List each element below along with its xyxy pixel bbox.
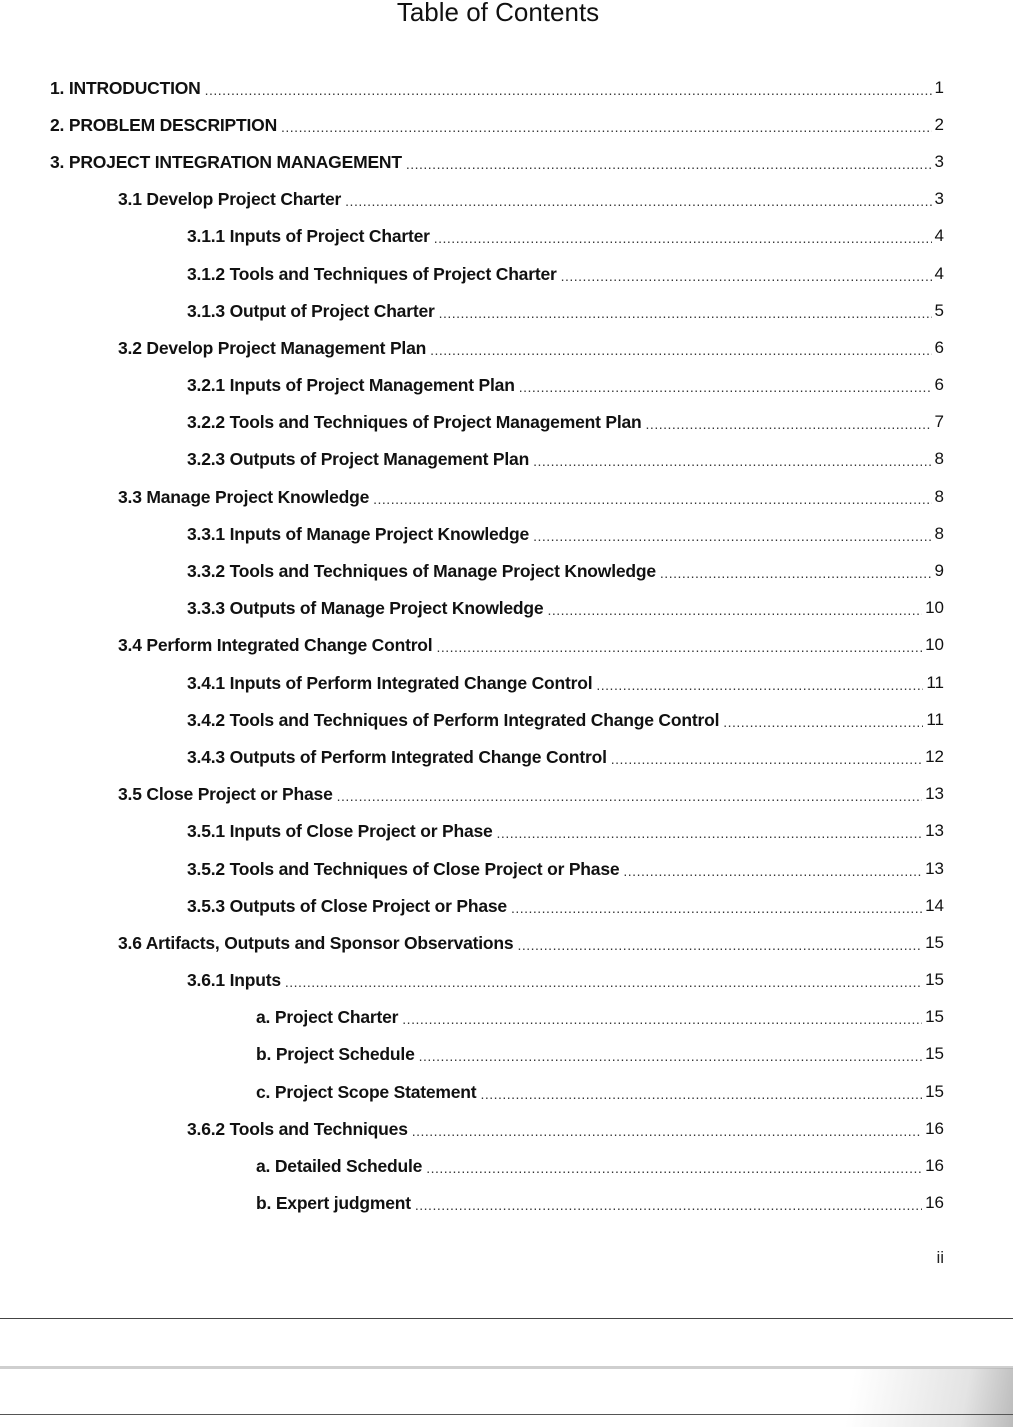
toc-entry-title: 3.4.2 Tools and Techniques of Perform Integrated Change Control [187, 709, 720, 730]
toc-entry-title: c. Project Scope Statement [256, 1081, 477, 1102]
toc-entry-page: 8 [934, 523, 944, 543]
toc-dot-leader [434, 228, 932, 248]
toc-entry-page: 13 [925, 821, 944, 841]
toc-entry-title: 3.5.1 Inputs of Close Project or Phase [187, 821, 493, 842]
toc-entry-title: 3.3 Manage Project Knowledge [118, 486, 370, 507]
toc-entry[interactable] [0, 292, 1013, 329]
toc-dot-leader [596, 675, 923, 695]
toc-entry[interactable] [0, 738, 1013, 775]
toc-entry-title: 3.1.1 Inputs of Project Charter [187, 226, 430, 247]
toc-dot-leader [547, 600, 922, 620]
toc-entry-page: 15 [925, 1007, 944, 1027]
toc-entry-page: 6 [934, 375, 944, 395]
toc-entry[interactable] [0, 478, 1013, 515]
toc-entry[interactable] [0, 255, 1013, 292]
toc-entry[interactable] [0, 143, 1013, 180]
toc-entry-page: 12 [925, 746, 944, 766]
toc-entry[interactable] [0, 627, 1013, 664]
toc-entry[interactable] [0, 404, 1013, 441]
toc-dot-leader [561, 266, 932, 286]
toc-entry-page: 15 [925, 932, 944, 952]
toc-list [0, 69, 1013, 1222]
toc-entry[interactable] [0, 590, 1013, 627]
toc-dot-leader [205, 80, 932, 100]
toc-entry-title: 3.5.2 Tools and Techniques of Close Project or Phase [187, 858, 620, 879]
toc-dot-leader [337, 786, 922, 806]
toc-entry-page: 8 [934, 486, 944, 506]
toc-dot-leader [402, 1009, 922, 1029]
toc-entry-title: 3.5.3 Outputs of Close Project or Phase [187, 895, 507, 916]
toc-entry-title: 3.4 Perform Integrated Change Control [118, 635, 433, 656]
toc-entry[interactable] [0, 701, 1013, 738]
toc-entry-title: 3.4.3 Outputs of Perform Integrated Change Control [187, 746, 607, 767]
toc-entry-page: 10 [925, 635, 944, 655]
toc-entry-page: 16 [925, 1156, 944, 1176]
toc-dot-leader [430, 340, 931, 360]
toc-entry[interactable] [0, 367, 1013, 404]
toc-entry-page: 7 [934, 412, 944, 432]
toc-dot-leader [511, 898, 922, 918]
toc-entry-page: 15 [925, 970, 944, 990]
toc-entry[interactable] [0, 999, 1013, 1036]
toc-entry[interactable] [0, 887, 1013, 924]
toc-entry-page: 3 [934, 189, 944, 209]
toc-entry[interactable] [0, 441, 1013, 478]
toc-entry-page: 10 [925, 598, 944, 618]
toc-dot-leader [660, 563, 932, 583]
toc-dot-leader [415, 1195, 922, 1215]
toc-dot-leader [723, 712, 923, 732]
toc-dot-leader [517, 935, 922, 955]
toc-entry-title: 3.3.1 Inputs of Manage Project Knowledge [187, 523, 530, 544]
toc-entry-page: 13 [925, 784, 944, 804]
toc-entry-title: 3.1 Develop Project Charter [118, 189, 342, 210]
toc-entry[interactable] [0, 1110, 1013, 1147]
toc-entry[interactable] [0, 813, 1013, 850]
toc-entry[interactable] [0, 106, 1013, 143]
toc-entry-title: a. Project Charter [256, 1007, 399, 1028]
toc-entry-title: b. Project Schedule [256, 1044, 415, 1065]
toc-entry[interactable] [0, 552, 1013, 589]
toc-dot-leader [281, 117, 932, 137]
toc-entry-title: 3.2.3 Outputs of Project Management Plan [187, 449, 530, 470]
toc-entry-page: 4 [934, 263, 944, 283]
toc-entry-title: 3.2.1 Inputs of Project Management Plan [187, 375, 515, 396]
toc-dot-leader [406, 154, 932, 174]
toc-dot-leader [439, 303, 932, 323]
toc-entry-title: 3.2 Develop Project Management Plan [118, 337, 427, 358]
toc-dot-leader [497, 823, 923, 843]
toc-dot-leader [533, 451, 931, 471]
toc-entry-title: 3.6.2 Tools and Techniques [187, 1118, 408, 1139]
toc-entry[interactable] [0, 69, 1013, 106]
toc-entry[interactable] [0, 218, 1013, 255]
toc-entry[interactable] [0, 329, 1013, 366]
toc-entry-page: 5 [934, 300, 944, 320]
toc-entry-page: 15 [925, 1044, 944, 1064]
toc-entry-page: 6 [934, 337, 944, 357]
toc-dot-leader [285, 972, 922, 992]
toc-entry-page: 15 [925, 1081, 944, 1101]
toc-dot-leader [426, 1158, 922, 1178]
toc-entry-title: 3.6 Artifacts, Outputs and Sponsor Observations [118, 932, 514, 953]
toc-entry-page: 14 [925, 895, 944, 915]
toc-dot-leader [646, 414, 932, 434]
toc-entry-page: 13 [925, 858, 944, 878]
toc-entry-page: 8 [934, 449, 944, 469]
toc-entry-title: 3.4.1 Inputs of Perform Integrated Change Control [187, 672, 593, 693]
toc-entry-title: 3.1.3 Output of Project Charter [187, 300, 435, 321]
toc-entry-title: a. Detailed Schedule [256, 1156, 423, 1177]
toc-dot-leader [623, 861, 922, 881]
toc-entry-page: 11 [926, 672, 944, 692]
toc-entry-title: b. Expert judgment [256, 1193, 411, 1214]
toc-dot-leader [611, 749, 922, 769]
toc-entry-page: 16 [925, 1118, 944, 1138]
viewer-bottom-area [0, 1290, 1013, 1427]
toc-dot-leader [436, 637, 922, 657]
toc-entry-page: 4 [934, 226, 944, 246]
toc-dot-leader [345, 191, 931, 211]
toc-entry[interactable] [0, 664, 1013, 701]
page-number: ii [936, 1248, 944, 1267]
toc-entry[interactable] [0, 181, 1013, 218]
toc-entry-title: 3.1.2 Tools and Techniques of Project Charter [187, 263, 557, 284]
toc-entry[interactable] [0, 1185, 1013, 1222]
divider-line [0, 1414, 1013, 1415]
toc-entry[interactable] [0, 1036, 1013, 1073]
toc-entry-page: 1 [934, 77, 944, 97]
toc-entry[interactable] [0, 850, 1013, 887]
toc-entry-title: 3. PROJECT INTEGRATION MANAGEMENT [50, 151, 402, 172]
toc-entry[interactable] [0, 776, 1013, 813]
toc-entry-page: 16 [925, 1193, 944, 1213]
toc-entry-title: 2. PROBLEM DESCRIPTION [50, 114, 278, 135]
toc-entry-page: 2 [934, 114, 944, 134]
toc-entry[interactable] [0, 515, 1013, 552]
toc-entry-title: 1. INTRODUCTION [50, 77, 201, 98]
toc-entry[interactable] [0, 924, 1013, 961]
toc-entry-title: 3.3.2 Tools and Techniques of Manage Project Knowledge [187, 561, 656, 582]
toc-entry-title: 3.5 Close Project or Phase [118, 784, 333, 805]
toc-dot-leader [519, 377, 932, 397]
toc-entry[interactable] [0, 1073, 1013, 1110]
toc-entry-page: 9 [934, 561, 944, 581]
toc-dot-leader [412, 1121, 922, 1141]
toc-dot-leader [533, 526, 931, 546]
toc-entry-title: 3.3.3 Outputs of Manage Project Knowledge [187, 598, 544, 619]
toc-title: Table of Contents [396, 0, 600, 27]
toc-dot-leader [480, 1084, 922, 1104]
page-curl-shadow [813, 1368, 1013, 1427]
toc-entry-page: 11 [926, 709, 944, 729]
divider-line [0, 1318, 1013, 1319]
toc-entry[interactable] [0, 962, 1013, 999]
toc-dot-leader [419, 1046, 922, 1066]
toc-dot-leader [373, 489, 931, 509]
toc-entry-title: 3.2.2 Tools and Techniques of Project Management Plan [187, 412, 642, 433]
toc-entry[interactable] [0, 1147, 1013, 1184]
toc-entry-page: 3 [934, 151, 944, 171]
toc-entry-title: 3.6.1 Inputs [187, 970, 281, 991]
